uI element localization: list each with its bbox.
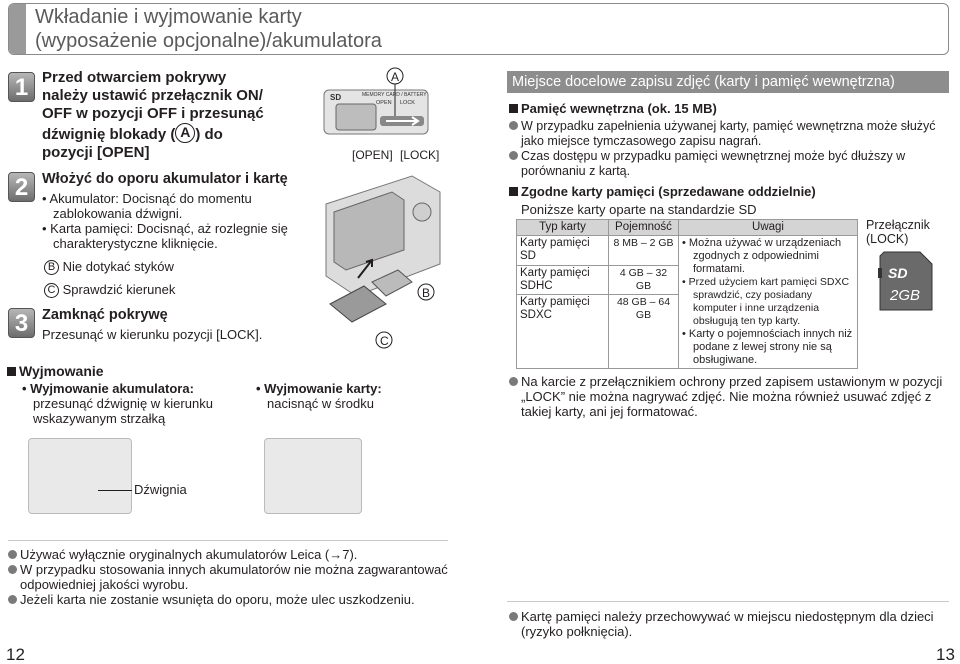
left-notes: [8, 547, 448, 607]
marker-c: C: [44, 283, 59, 298]
page-title: [35, 5, 382, 53]
list-item: Kartę pamięci należy przechowywać w miejscu niedostępnym dla dzieci (ryzyko połknięcia).: [509, 609, 951, 639]
square-bullet-icon: [509, 187, 518, 196]
square-bullet-icon: [7, 367, 16, 376]
capacity-cell: 8 MB – 2 GB: [609, 236, 679, 266]
list-item: Jeżeli karta nie zostanie wsunięta do oporu, może ulec uszkodzeniu.: [8, 592, 448, 607]
camera-dial: [413, 203, 431, 221]
battery-removal-text: przesunąć dźwignię w kierunku: [33, 396, 213, 411]
bullet-dot-icon: [509, 151, 518, 160]
open-label: [OPEN]: [352, 148, 393, 162]
card-type-cell: Karty pamięci SD: [517, 236, 609, 266]
marker-a-label: A: [391, 70, 400, 84]
step-1-text: [42, 69, 302, 162]
cards-subheading: Poniższe karty oparte na standardzie SD: [521, 202, 757, 217]
bullet-dot-icon: [8, 550, 17, 559]
card-type-cell: Karty pamięci SDXC: [517, 295, 609, 369]
door-lock-label: LOCK: [400, 100, 415, 106]
internal-memory-bullets: [509, 119, 945, 179]
step-2-heading: Włożyć do oporu akumulator i kartę: [42, 171, 288, 187]
battery: [330, 286, 386, 322]
marker-b-label: B: [422, 286, 431, 300]
battery-removal: [22, 381, 252, 426]
list-item: Na karcie z przełącznikiem ochrony przed zapisem ustawionym w pozycji „LOCK” nie można nagrywać zdjęć. Nie można również usuwać zdjęć z takiej karty, ani jej formatować.: [509, 374, 951, 419]
battery-removal-image: [28, 438, 132, 514]
battery-removal-text: wskazywanym strzałką: [33, 411, 166, 426]
cards-heading: Zgodne karty pamięci (sprzedawane oddzielnie): [509, 184, 816, 199]
step-3-number: 3: [8, 308, 35, 338]
list-item: • Przed użyciem kart pamięci SDXC sprawdzić, czy posiadany komputer i inne urządzenia obsługują ten typ karty.: [682, 276, 850, 327]
lock-switch-label: Przełącznik (LOCK): [866, 218, 930, 246]
step-1-line: Przed otwarciem pokrywy: [42, 69, 227, 86]
step-1-line: pozycji [OPEN]: [42, 144, 150, 161]
list-item: W przypadku stosowania innych akumulatorów nie można zagwarantować odpowiedniej jakości wyrobu.: [8, 562, 448, 592]
title-line-1: Wkładanie i wyjmowanie karty: [35, 6, 302, 28]
list-item: Czas dostępu w przypadku pamięci wewnętrznej może być dłuższy w porównaniu z kartą.: [509, 149, 945, 179]
title-bar: [8, 3, 949, 55]
note-b: B Nie dotykać styków: [44, 259, 174, 275]
title-accent-stripe: [9, 4, 26, 54]
door-open-label: OPEN: [376, 100, 392, 106]
step-2-number: 2: [8, 172, 35, 202]
internal-memory-heading: Pamięć wewnętrzna (ok. 15 MB): [509, 101, 717, 116]
marker-a: A: [175, 123, 195, 143]
right-divider: [507, 601, 949, 602]
column-header: Pojemność: [609, 220, 679, 236]
list-item: W przypadku zapełnienia używanej karty, pamięć wewnętrzna może służyć jako miejsce tymczasowego zapisu nagrań.: [509, 119, 945, 149]
bullet-dot-icon: [509, 121, 518, 130]
marker-b: B: [44, 260, 59, 275]
bullet-dot-icon: [509, 377, 518, 386]
lever-leader-line: [98, 490, 132, 491]
battery-removal-title: • Wyjmowanie akumulatora:: [22, 381, 194, 396]
card-type-cell: Karty pamięci SDHC: [517, 265, 609, 295]
sd-logo: SD: [888, 265, 908, 281]
lock-label: [LOCK]: [400, 148, 440, 162]
card-removal: [256, 381, 456, 411]
section-header: Miejsce docelowe zapisu zdjęć (karty i pamięć wewnętrzna): [507, 71, 949, 93]
page-number-right: 13: [936, 645, 955, 664]
step-3-text: Przesunąć w kierunku pozycji [LOCK].: [42, 327, 263, 342]
card-types-table: [516, 219, 858, 369]
bullet-dot-icon: [8, 595, 17, 604]
step-1-line: dźwignię blokady ( A ) do: [42, 124, 223, 143]
card-removal-title: • Wyjmowanie karty:: [256, 381, 382, 396]
insertion-figure: [300, 64, 450, 354]
lever-label: Dźwignia: [134, 482, 187, 497]
bottom-note: [509, 609, 951, 639]
left-divider: [8, 540, 448, 541]
card-capacity: 2GB: [890, 287, 921, 304]
sd-card-icon: [878, 250, 934, 312]
page-number-left: 12: [6, 645, 25, 664]
list-item: Używać wyłącznie oryginalnych akumulatorów Leica (→7).: [8, 547, 448, 562]
capacity-cell: 48 GB – 64 GB: [609, 295, 679, 369]
door-label: MEMORY CARD / BATTERY: [362, 92, 427, 98]
table-row: [517, 236, 858, 266]
list-item: • Akumulator: Docisnąć do momentu zablokowania dźwigni.: [42, 191, 252, 221]
step-1-line: należy ustawić przełącznik ON/: [42, 87, 263, 104]
capacity-cell: 4 GB – 32 GB: [609, 265, 679, 295]
table-header-row: [517, 220, 858, 236]
list-item: • Można używać w urządzeniach zgodnych z odpowiednimi formatami.: [682, 237, 842, 275]
column-header: Uwagi: [679, 220, 858, 236]
list-item: • Karta pamięci: Docisnąć, aż rozlegnie się charakterystyczne kliknięcie.: [42, 221, 288, 251]
square-bullet-icon: [509, 104, 518, 113]
step-1-number: 1: [8, 72, 35, 102]
notes-cell: [679, 236, 858, 369]
bullet-dot-icon: [509, 612, 518, 621]
step-3-heading: Zamknąć pokrywę: [42, 307, 168, 323]
list-item: • Karty o pojemnościach innych niż podane z lewej strony nie są obsługiwane.: [682, 328, 853, 366]
title-line-2: (wyposażenie opcjonalne)/akumulatora: [35, 30, 382, 52]
column-header: Typ karty: [517, 220, 609, 236]
step-2-bullets: [42, 191, 290, 251]
svg-text:SD: SD: [330, 93, 342, 102]
card-removal-image: [264, 438, 362, 514]
lock-switch: [878, 268, 882, 278]
marker-c-label: C: [380, 334, 389, 348]
note-c: C Sprawdzić kierunek: [44, 282, 175, 298]
card-removal-text: nacisnąć w środku: [267, 396, 374, 411]
bullet-dot-icon: [8, 565, 17, 574]
removal-heading: Wyjmowanie: [7, 362, 104, 380]
lock-note: [509, 374, 951, 419]
step-1-line: OFF w pozycji OFF i przesunąć: [42, 105, 264, 122]
door-latch: [336, 104, 376, 130]
